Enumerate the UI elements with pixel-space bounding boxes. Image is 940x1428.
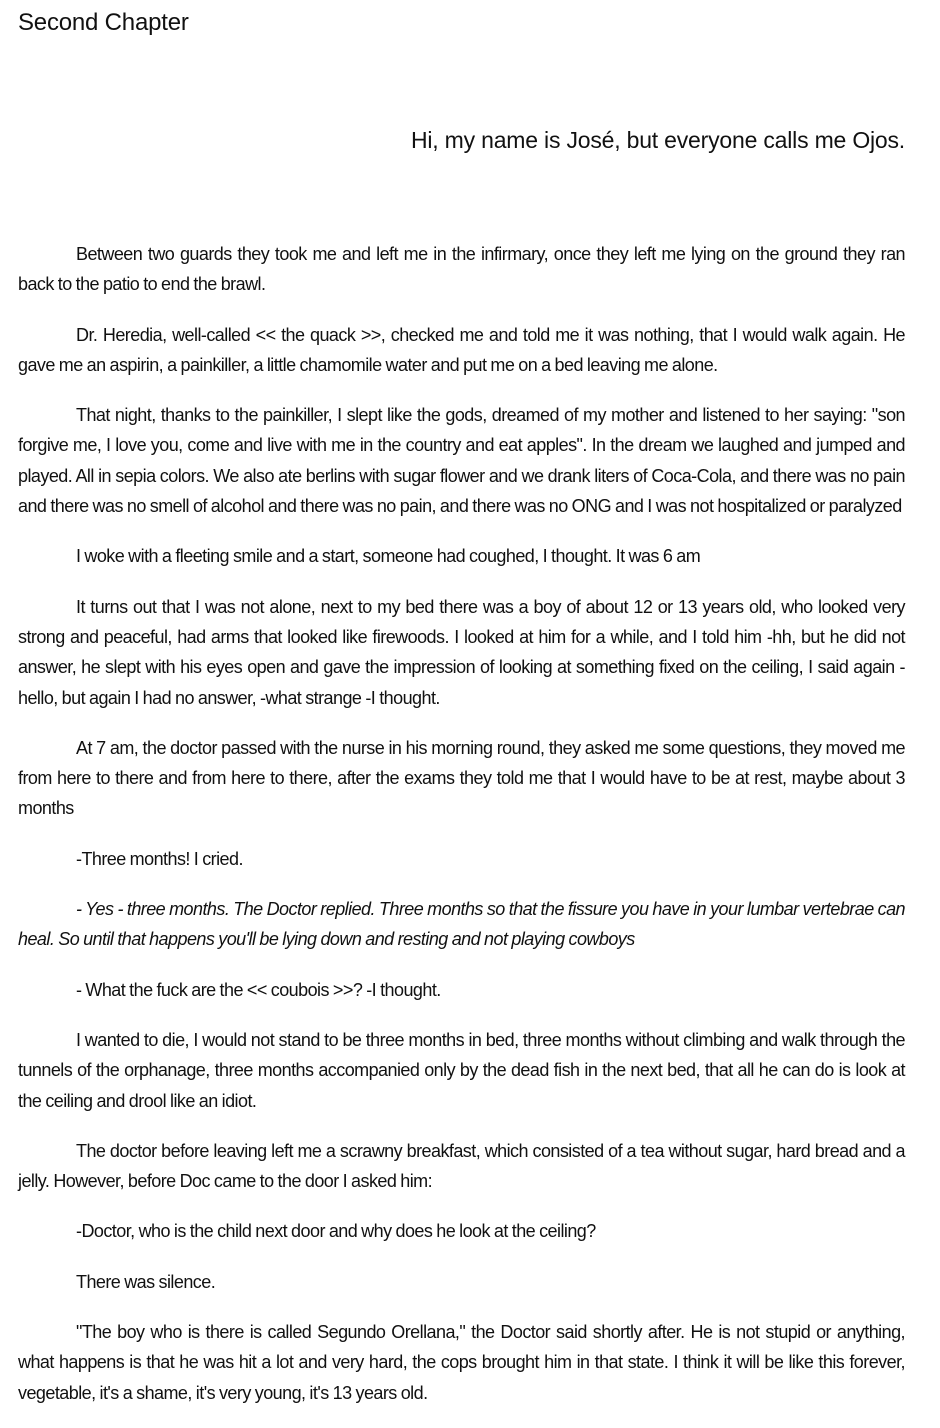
paragraph: It turns out that I was not alone, next to my bed there was a boy of about 12 or 13 years old, who looked very strong and peaceful, had arms that looked like firewoods. I looked at him for a while, and I told him -hh, but he did not answer, he slept with his eyes open and gave the impression of looking at something fixed on the ceiling, I said again -hello, but again I had no answer, -what strange -I thought. (18, 596, 905, 708)
paragraph: At 7 am, the doctor passed with the nurse in his morning round, they asked me some questions, they moved me from here to there and from here to there, after the exams they told me that I would have to be at rest, maybe about 3 months (18, 737, 905, 819)
paragraph: I woke with a fleeting smile and a start, someone had coughed, I thought. It was 6 am (76, 546, 701, 567)
chapter-heading: Hi, my name is José, but everyone calls me Ojos. (410, 127, 905, 153)
paragraph: That night, thanks to the painkiller, I slept like the gods, dreamed of my mother and listened to her saying: "son forgive me, I love you, come and live with me in the country and eat apples". In the dream we laughed and jumped and played. All in sepia colors. We also ate berlins with sugar flower and we drank liters of Coca-Cola, and there was no pain and there was no smell of alcohol and there was no pain, and there was no ONG and I was not hospitalized or paralyzed (18, 405, 905, 517)
chapter-label: Second Chapter (18, 9, 189, 36)
paragraph: There was silence. (76, 1271, 216, 1292)
body-text (18, 239, 905, 1428)
paragraph: "The boy who is there is called Segundo Orellana," the Doctor said shortly after. He is not stupid or anything, what happens is that he was hit a lot and very hard, the cops brought him in that state. I think it will be like this forever, vegetable, it's a shame, it's very young, it's 13 years old. (18, 1322, 905, 1403)
paragraph-italic-dialogue: - Yes - three months. The Doctor replied. Three months so that the fissure you have in your lumbar vertebrae can heal. So until that happens you'll be lying down and resting and not playing cowboys (18, 899, 905, 950)
paragraph: -Three months! I cried. (76, 848, 243, 869)
paragraph: -Doctor, who is the child next door and why does he look at the ceiling? (76, 1221, 596, 1242)
paragraph: The doctor before leaving left me a scrawny breakfast, which consisted of a tea without sugar, hard bread and a jelly. However, before Doc came to the door I asked him: (18, 1140, 905, 1192)
paragraph: Between two guards they took me and left me in the infirmary, once they left me lying on the ground they ran back to the patio to end the brawl. (18, 244, 905, 295)
paragraph: - What the fuck are the << coubois >>? -I thought. (76, 979, 441, 1000)
paragraph: I wanted to die, I would not stand to be three months in bed, three months without climbing and walk through the tunnels of the orphanage, three months accompanied only by the dead fish in the next bed, that all he can do is look at the ceiling and drool like an idiot. (18, 1029, 905, 1111)
paragraph: Dr. Heredia, well-called << the quack >>, checked me and told me it was nothing, that I would walk again. He gave me an aspirin, a painkiller, a little chamomile water and put me on a bed leaving me alone. (18, 324, 905, 375)
